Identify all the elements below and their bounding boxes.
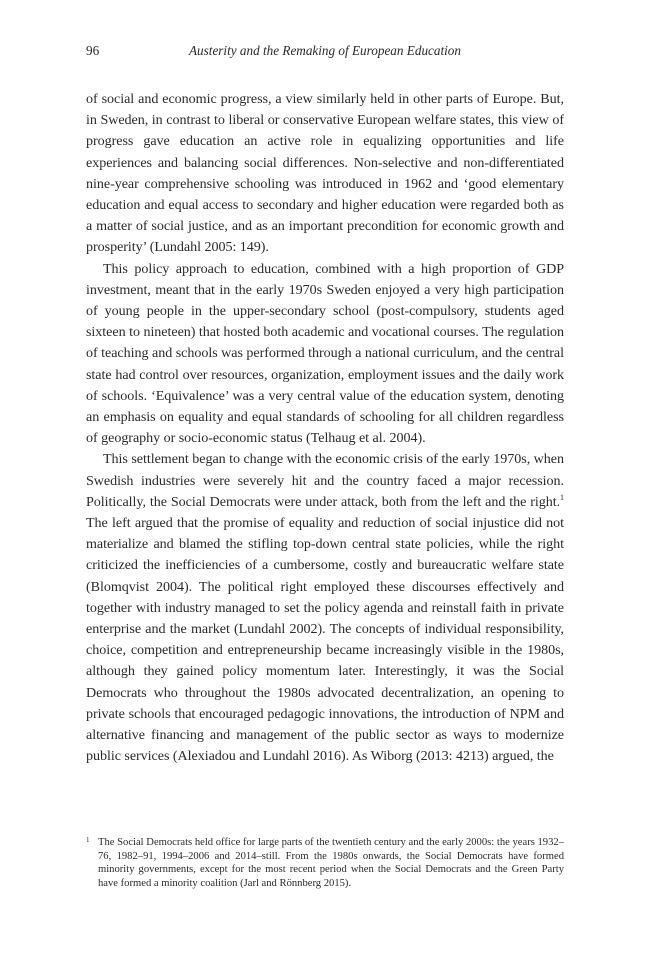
paragraph-text: This settlement began to change with the economic crisis of the early 1970s, when Swedish industries were severely hit and the country faced a major recession. Politically, the Social Democrats were under attack, both from the left and the right. — [86, 451, 564, 510]
page-number: 96 — [86, 43, 100, 58]
running-title: Austerity and the Remaking of European Education — [189, 43, 461, 58]
running-header — [86, 43, 564, 63]
paragraph-text: The left argued that the promise of equality and reduction of social injustice did not materialize and blamed the stifling top-down central state policies, while the right criticized the inefficiencies of a cumbersome, costly and bureaucratic welfare state (Blomqvist 2004). The political right employed these discourses effectively and together with industry managed to set the policy agenda and reinstall faith in private enterprise and the market (Lundahl 2002). The concepts of individual responsibility, choice, competition and entrepreneurship became increasingly visible in the 1980s, although they gained policy momentum later. Interestingly, it was the Social Democrats who throughout the 1980s advocated decentralization, an opening to private schools that encouraged pedagogic innovations, the introduction of NPM and alternative financing and management of the public sector as ways to modernize public services (Alexiadou and Lundahl 2016). As Wiborg (2013: 4213) argued, the — [86, 515, 564, 765]
footnotes — [86, 836, 564, 890]
footnote-mark: 1 — [86, 836, 90, 844]
footnote-reference: 1 — [560, 492, 564, 502]
paragraph-continued: of social and economic progress, a view similarly held in other parts of Europe. But, in Sweden, in contrast to liberal or conservative European welfare states, this view of progress gave education an active role in equalizing opportunities and life experiences and balancing social differences. Non-selective and non-differentiated nine-year comprehensive schooling was introduced in 1962 and ‘good elementary education and equal access to secondary and higher education were regarded both as a matter of social justice, and as an important precondition for economic growth and prosperity’ (Lundahl 2005: 149). — [86, 91, 564, 256]
body-text — [86, 89, 564, 768]
footnote — [86, 836, 564, 890]
footnote-text: The Social Democrats held office for large parts of the twentieth century and the early 2000s: the years 1932–76, 1982–91, 1994–2006 and 2014–still. From the 1980s onwards, the Social Democrats have formed minority governments, except for the most recent period when the Social Democrats and the Green Party have formed a minority coalition (Jarl and Rönnberg 2015). — [98, 837, 564, 889]
paragraph — [86, 449, 564, 767]
paragraph: This policy approach to education, combined with a high proportion of GDP investment, meant that in the early 1970s Sweden enjoyed a very high participation of young people in the upper-secondary school (post-compulsory, students aged sixteen to nineteen) that hosted both academic and vocational courses. The regulation of teaching and schools was performed through a national curriculum, and the central state had control over resources, organization, employment issues and the daily work of schools. ‘Equivalence’ was a very central value of the education system, denoting an emphasis on equality and equal standards of schooling for all children regardless of geography or socio-economic status (Telhaug et al. 2004). — [86, 260, 564, 447]
